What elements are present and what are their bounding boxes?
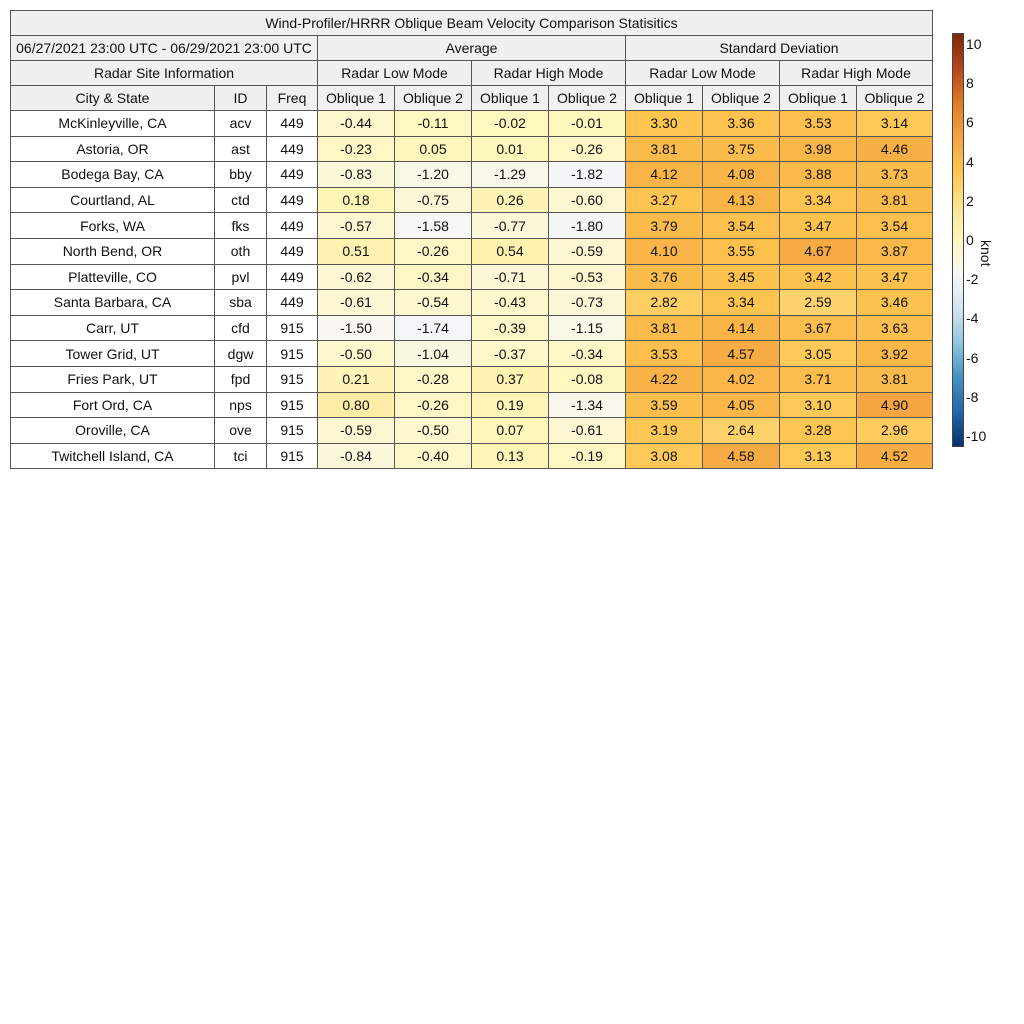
column-header: ID: [215, 86, 267, 111]
value-cell: -0.08: [549, 366, 626, 392]
value-cell: 3.98: [780, 136, 857, 162]
value-cell: -0.57: [318, 213, 395, 239]
site-freq-cell: 915: [267, 392, 318, 418]
column-header: Oblique 2: [703, 86, 780, 111]
table-row: [11, 443, 933, 469]
value-cell: 0.13: [472, 443, 549, 469]
value-cell: 0.07: [472, 418, 549, 444]
site-city-cell: Tower Grid, UT: [11, 341, 215, 367]
value-cell: 3.19: [626, 418, 703, 444]
colorbar-tick-label: -6: [966, 349, 979, 366]
value-cell: 4.10: [626, 238, 703, 264]
value-cell: -0.61: [549, 418, 626, 444]
value-cell: 4.90: [857, 392, 933, 418]
value-cell: -1.74: [395, 315, 472, 341]
value-cell: -1.80: [549, 213, 626, 239]
value-cell: 4.52: [857, 443, 933, 469]
site-freq-cell: 449: [267, 213, 318, 239]
value-cell: 0.51: [318, 238, 395, 264]
value-cell: 3.73: [857, 162, 933, 188]
value-cell: 4.58: [703, 443, 780, 469]
value-cell: -0.62: [318, 264, 395, 290]
colorbar-tick-label: -10: [966, 428, 987, 444]
site-city-cell: Fries Park, UT: [11, 366, 215, 392]
site-city-cell: North Bend, OR: [11, 238, 215, 264]
value-cell: 3.45: [703, 264, 780, 290]
value-cell: 3.30: [626, 111, 703, 137]
value-cell: -0.43: [472, 290, 549, 316]
value-cell: -0.75: [395, 187, 472, 213]
value-cell: -0.77: [472, 213, 549, 239]
site-city-cell: Platteville, CO: [11, 264, 215, 290]
value-cell: 3.34: [780, 187, 857, 213]
value-cell: -1.58: [395, 213, 472, 239]
value-cell: -0.02: [472, 111, 549, 137]
value-cell: 0.37: [472, 366, 549, 392]
value-cell: 3.81: [857, 187, 933, 213]
site-id-cell: cfd: [215, 315, 267, 341]
value-cell: 0.18: [318, 187, 395, 213]
column-header: Oblique 2: [857, 86, 933, 111]
value-cell: 0.19: [472, 392, 549, 418]
colorbar-tick-label: 2: [966, 192, 974, 209]
value-cell: 3.81: [626, 315, 703, 341]
value-cell: 4.05: [703, 392, 780, 418]
value-cell: 2.59: [780, 290, 857, 316]
value-cell: -0.50: [395, 418, 472, 444]
value-cell: 3.54: [703, 213, 780, 239]
value-cell: 4.02: [703, 366, 780, 392]
value-cell: 4.13: [703, 187, 780, 213]
value-cell: -1.82: [549, 162, 626, 188]
site-freq-cell: 915: [267, 443, 318, 469]
table-body: [11, 111, 933, 469]
site-id-cell: bby: [215, 162, 267, 188]
value-cell: 3.34: [703, 290, 780, 316]
table-row: [11, 290, 933, 316]
value-cell: 3.75: [703, 136, 780, 162]
value-cell: -0.73: [549, 290, 626, 316]
colorbar-tick-label: -4: [966, 310, 979, 327]
table-row: [11, 238, 933, 264]
value-cell: 3.47: [780, 213, 857, 239]
value-cell: -0.54: [395, 290, 472, 316]
column-header: Oblique 2: [549, 86, 626, 111]
table-row: [11, 162, 933, 188]
site-id-cell: tci: [215, 443, 267, 469]
value-cell: -1.29: [472, 162, 549, 188]
site-freq-cell: 449: [267, 111, 318, 137]
colorbar-tick-label: 0: [966, 232, 974, 248]
value-cell: 4.46: [857, 136, 933, 162]
value-cell: 0.54: [472, 238, 549, 264]
site-city-cell: Santa Barbara, CA: [11, 290, 215, 316]
group-standard-deviation: Standard Deviation: [626, 36, 933, 61]
site-city-cell: Astoria, OR: [11, 136, 215, 162]
value-cell: -0.84: [318, 443, 395, 469]
value-cell: 3.67: [780, 315, 857, 341]
column-header: Freq: [267, 86, 318, 111]
colorbar-tick-label: 6: [966, 114, 974, 131]
value-cell: 4.08: [703, 162, 780, 188]
value-cell: -0.34: [549, 341, 626, 367]
site-id-cell: fks: [215, 213, 267, 239]
site-city-cell: Oroville, CA: [11, 418, 215, 444]
value-cell: 0.80: [318, 392, 395, 418]
value-cell: -0.71: [472, 264, 549, 290]
value-cell: 4.14: [703, 315, 780, 341]
site-id-cell: ctd: [215, 187, 267, 213]
site-freq-cell: 915: [267, 418, 318, 444]
colorbar: [952, 33, 964, 447]
value-cell: -1.20: [395, 162, 472, 188]
table-row: [11, 315, 933, 341]
site-id-cell: dgw: [215, 341, 267, 367]
colorbar-tick-label: -8: [966, 388, 979, 405]
value-cell: 4.67: [780, 238, 857, 264]
value-cell: -0.50: [318, 341, 395, 367]
value-cell: -0.23: [318, 136, 395, 162]
table-row: [11, 392, 933, 418]
value-cell: -0.44: [318, 111, 395, 137]
value-cell: 3.36: [703, 111, 780, 137]
group-average: Average: [318, 36, 626, 61]
site-id-cell: nps: [215, 392, 267, 418]
site-city-cell: McKinleyville, CA: [11, 111, 215, 137]
value-cell: 3.42: [780, 264, 857, 290]
site-freq-cell: 915: [267, 341, 318, 367]
value-cell: 3.87: [857, 238, 933, 264]
site-freq-cell: 449: [267, 264, 318, 290]
colorbar-tick-label: 10: [966, 36, 982, 52]
site-id-cell: ast: [215, 136, 267, 162]
value-cell: -0.59: [318, 418, 395, 444]
value-cell: 0.26: [472, 187, 549, 213]
value-cell: 3.92: [857, 341, 933, 367]
table-row: [11, 213, 933, 239]
value-cell: -0.59: [549, 238, 626, 264]
value-cell: -0.19: [549, 443, 626, 469]
value-cell: 3.14: [857, 111, 933, 137]
column-header: Oblique 2: [395, 86, 472, 111]
value-cell: -0.40: [395, 443, 472, 469]
value-cell: -1.34: [549, 392, 626, 418]
site-info-header: Radar Site Information: [11, 61, 318, 86]
value-cell: 4.12: [626, 162, 703, 188]
colorbar-tick-label: -2: [966, 271, 979, 288]
value-cell: 2.82: [626, 290, 703, 316]
value-cell: 3.81: [626, 136, 703, 162]
site-freq-cell: 449: [267, 136, 318, 162]
mode-header: Radar High Mode: [472, 61, 626, 86]
value-cell: -0.28: [395, 366, 472, 392]
value-cell: 0.01: [472, 136, 549, 162]
site-freq-cell: 449: [267, 162, 318, 188]
site-id-cell: fpd: [215, 366, 267, 392]
table-row: [11, 111, 933, 137]
value-cell: 4.22: [626, 366, 703, 392]
value-cell: -0.60: [549, 187, 626, 213]
value-cell: -1.15: [549, 315, 626, 341]
value-cell: 3.81: [857, 366, 933, 392]
value-cell: 3.63: [857, 315, 933, 341]
site-city-cell: Fort Ord, CA: [11, 392, 215, 418]
value-cell: 3.05: [780, 341, 857, 367]
value-cell: 3.53: [626, 341, 703, 367]
table-row: [11, 136, 933, 162]
value-cell: 2.96: [857, 418, 933, 444]
value-cell: 0.21: [318, 366, 395, 392]
value-cell: 3.47: [857, 264, 933, 290]
site-id-cell: sba: [215, 290, 267, 316]
mode-header: Radar Low Mode: [318, 61, 472, 86]
site-city-cell: Carr, UT: [11, 315, 215, 341]
value-cell: 3.08: [626, 443, 703, 469]
column-header: Oblique 1: [626, 86, 703, 111]
value-cell: 3.10: [780, 392, 857, 418]
value-cell: -1.50: [318, 315, 395, 341]
value-cell: 3.59: [626, 392, 703, 418]
value-cell: -0.26: [395, 392, 472, 418]
value-cell: -0.61: [318, 290, 395, 316]
table-row: [11, 366, 933, 392]
table-row: [11, 264, 933, 290]
site-city-cell: Bodega Bay, CA: [11, 162, 215, 188]
site-id-cell: acv: [215, 111, 267, 137]
value-cell: 3.28: [780, 418, 857, 444]
value-cell: 3.27: [626, 187, 703, 213]
site-city-cell: Courtland, AL: [11, 187, 215, 213]
value-cell: -0.01: [549, 111, 626, 137]
site-city-cell: Forks, WA: [11, 213, 215, 239]
value-cell: -1.04: [395, 341, 472, 367]
value-cell: -0.53: [549, 264, 626, 290]
site-id-cell: oth: [215, 238, 267, 264]
value-cell: -0.11: [395, 111, 472, 137]
site-freq-cell: 449: [267, 187, 318, 213]
site-freq-cell: 449: [267, 290, 318, 316]
mode-header: Radar Low Mode: [626, 61, 780, 86]
site-freq-cell: 915: [267, 315, 318, 341]
table-row: [11, 418, 933, 444]
site-freq-cell: 915: [267, 366, 318, 392]
value-cell: 2.64: [703, 418, 780, 444]
column-header: Oblique 1: [472, 86, 549, 111]
table-title: Wind-Profiler/HRRR Oblique Beam Velocity Comparison Statisitics: [11, 11, 933, 36]
column-header: Oblique 1: [318, 86, 395, 111]
value-cell: -0.39: [472, 315, 549, 341]
site-city-cell: Twitchell Island, CA: [11, 443, 215, 469]
mode-header: Radar High Mode: [780, 61, 933, 86]
value-cell: 3.55: [703, 238, 780, 264]
column-header: Oblique 1: [780, 86, 857, 111]
value-cell: 3.76: [626, 264, 703, 290]
value-cell: -0.34: [395, 264, 472, 290]
value-cell: 3.13: [780, 443, 857, 469]
site-id-cell: pvl: [215, 264, 267, 290]
stats-table: [10, 10, 933, 469]
column-header: City & State: [11, 86, 215, 111]
site-id-cell: ove: [215, 418, 267, 444]
value-cell: 3.46: [857, 290, 933, 316]
value-cell: 3.88: [780, 162, 857, 188]
value-cell: -0.83: [318, 162, 395, 188]
value-cell: 3.79: [626, 213, 703, 239]
table-row: [11, 341, 933, 367]
value-cell: 3.71: [780, 366, 857, 392]
column-header-row: [11, 86, 933, 111]
colorbar-tick-label: 8: [966, 75, 974, 92]
value-cell: 4.57: [703, 341, 780, 367]
value-cell: -0.26: [395, 238, 472, 264]
value-cell: 3.53: [780, 111, 857, 137]
date-range: 06/27/2021 23:00 UTC - 06/29/2021 23:00 UTC: [11, 36, 318, 61]
colorbar-tick-label: 4: [966, 153, 974, 170]
value-cell: 3.54: [857, 213, 933, 239]
table-row: [11, 187, 933, 213]
value-cell: -0.26: [549, 136, 626, 162]
value-cell: 0.05: [395, 136, 472, 162]
value-cell: -0.37: [472, 341, 549, 367]
colorbar-unit-label: knot: [978, 240, 994, 267]
site-freq-cell: 449: [267, 238, 318, 264]
